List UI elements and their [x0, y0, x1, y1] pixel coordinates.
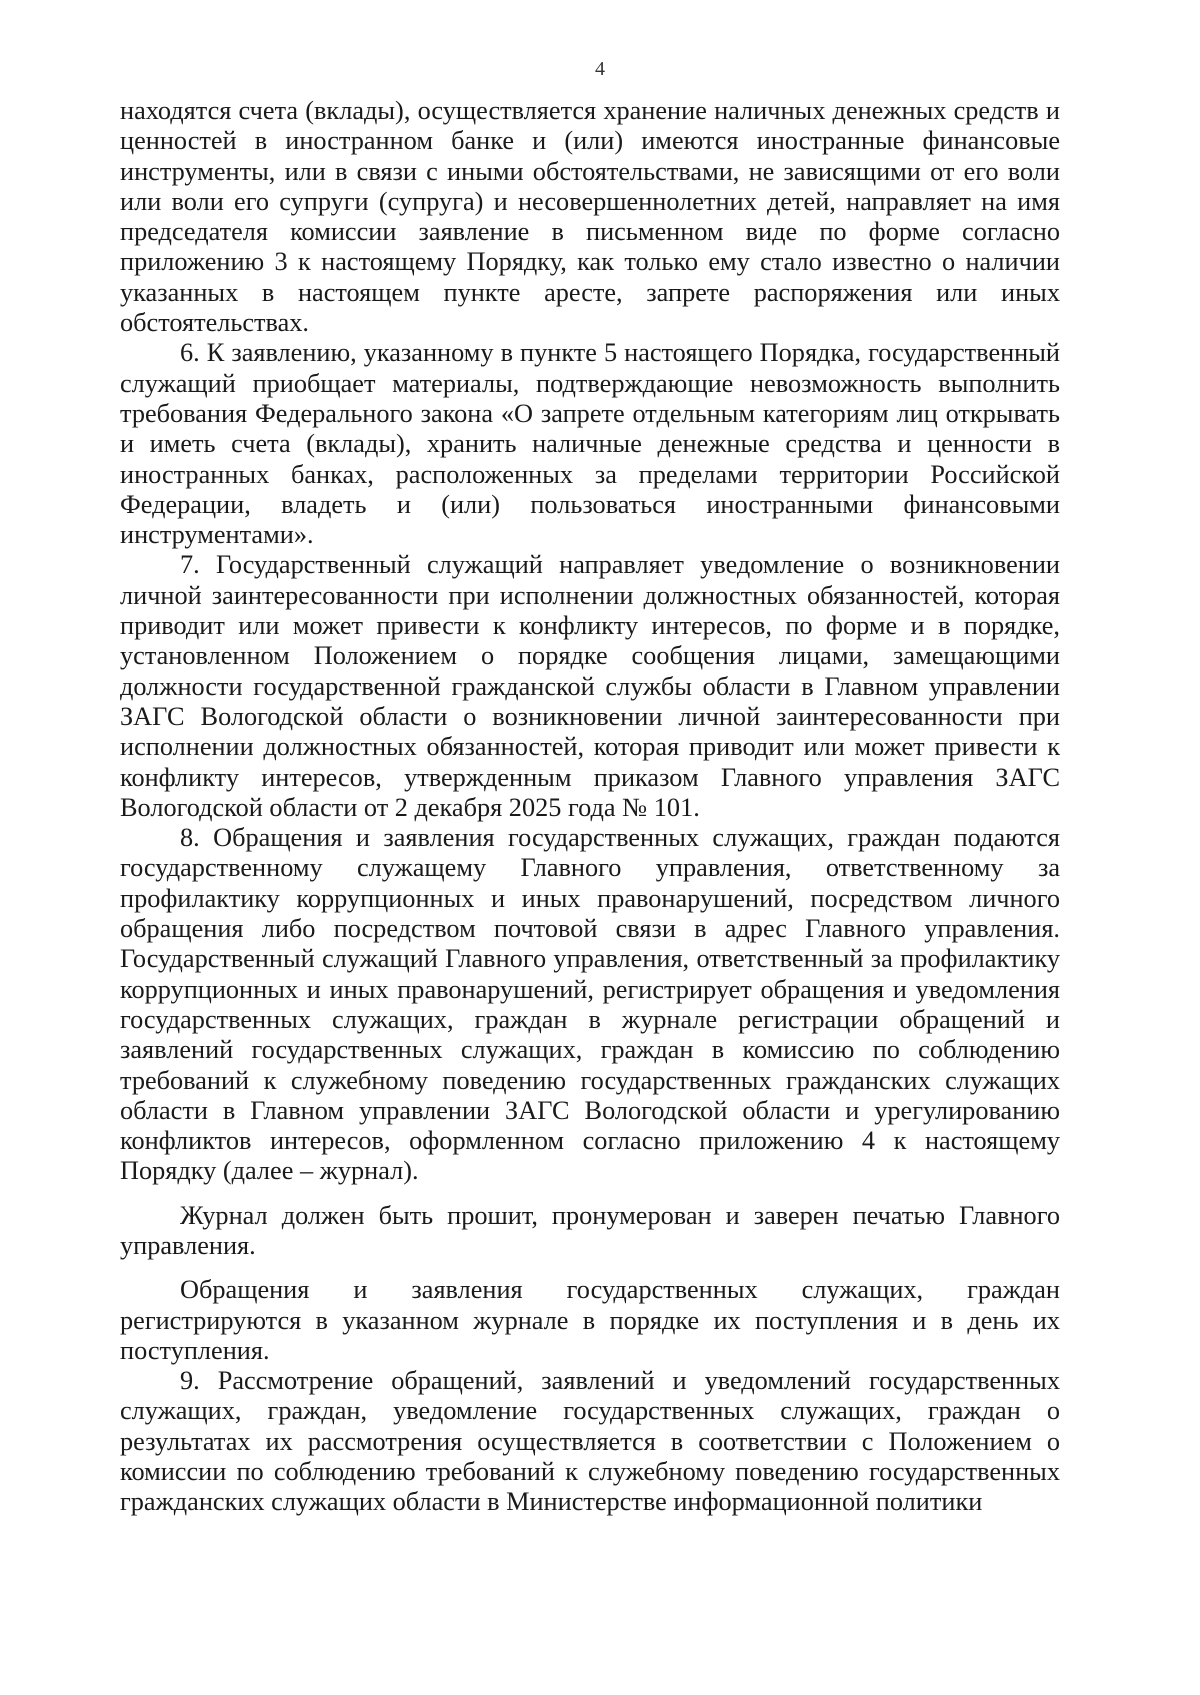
paragraph-7: 7. Государственный служащий направляет уведомление о возникновении личной заинтересованности при исполнении должностных обязанностей, которая приводит или может привести к конфликту интересов, по форме и в порядке, установленном Положением о порядке сообщения лицами, замещающими должности государственной гражданской службы области в Главном управлении ЗАГС Вологодской области о возникновении личной заинтересованности при исполнении должностных обязанностей, которая приводит или может привести к конфликту интересов, утвержденным приказом Главного управления ЗАГС Вологодской области от 2 декабря 2025 года № 101.: [120, 550, 1060, 822]
paragraph-journal: Журнал должен быть прошит, пронумерован и заверен печатью Главного управления.: [120, 1200, 1060, 1260]
paragraph-6: 6. К заявлению, указанному в пункте 5 настоящего Порядка, государственный служащий приобщает материалы, подтверждающие невозможность выполнить требования Федерального закона «О запрете отдельным категориям лиц открывать и иметь счета (вклады), хранить наличные денежные средства и ценности в иностранных банках, расположенных за пределами территории Российской Федерации, владеть и (или) пользоваться иностранными финансовыми инструментами».: [120, 338, 1060, 550]
page-number: 4: [595, 58, 605, 80]
document-body: [120, 96, 1060, 1518]
paragraph-5-continuation: находятся счета (вклады), осуществляется хранение наличных денежных средств и ценностей в иностранном банке и (или) имеются иностранные финансовые инструменты, или в связи с иными обстоятельствами, не зависящими от его воли или воли его супруги (супруга) и несовершеннолетних детей, направляет на имя председателя комиссии заявление в письменном виде по форме согласно приложению 3 к настоящему Порядку, как только ему стало известно о наличии указанных в настоящем пункте аресте, запрете распоряжения или иных обстоятельствах.: [120, 96, 1060, 338]
paragraph-9: 9. Рассмотрение обращений, заявлений и уведомлений государственных служащих, граждан, уведомление государственных служащих, граждан о результатах их рассмотрения осуществляется в соответствии с Положением о комиссии по соблюдению требований к служебному поведению государственных гражданских служащих области в Министерстве информационной политики: [120, 1366, 1060, 1517]
paragraph-registration: Обращения и заявления государственных служащих, граждан регистрируются в указанном журнале в порядке их поступления и в день их поступления.: [120, 1275, 1060, 1365]
paragraph-8: 8. Обращения и заявления государственных служащих, граждан подаются государственному служащему Главного управления, ответственному за профилактику коррупционных и иных правонарушений, посредством личного обращения либо посредством почтовой связи в адрес Главного управления. Государственный служащий Главного управления, ответственный за профилактику коррупционных и иных правонарушений, регистрирует обращения и уведомления государственных служащих, граждан в журнале регистрации обращений и заявлений государственных служащих, граждан в комиссию по соблюдению требований к служебному поведению государственных гражданских служащих области в Главном управлении ЗАГС Вологодской области и урегулированию конфликтов интересов, оформленном согласно приложению 4 к настоящему Порядку (далее – журнал).: [120, 823, 1060, 1186]
